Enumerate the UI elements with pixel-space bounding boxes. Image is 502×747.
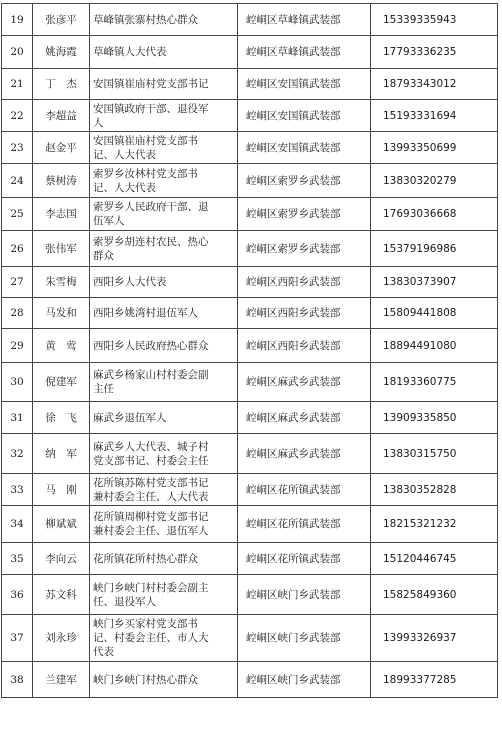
affiliated-unit: 崆峒区峡门乡武装部	[246, 673, 341, 686]
affiliated-unit: 崆峒区草峰镇武装部	[246, 13, 341, 26]
row-number-cell	[2, 198, 33, 231]
person-description-cell	[90, 132, 238, 164]
phone-number-cell	[371, 298, 498, 329]
row-number-cell	[2, 434, 33, 474]
phone-number: 18894491080	[383, 339, 457, 352]
person-description-cell	[90, 543, 238, 575]
person-description-cell	[90, 662, 238, 698]
person-description: 峡门乡峡门村村委会副主 任、退役军人	[93, 581, 209, 608]
row-number-cell	[2, 69, 33, 100]
row-number: 26	[10, 242, 24, 255]
phone-number: 13830320279	[383, 174, 457, 187]
table-row	[2, 298, 498, 329]
person-description: 花所镇苏陈村党支部书记 兼村委会主任、人大代表	[93, 476, 209, 503]
phone-number: 15825849360	[383, 588, 457, 601]
phone-number: 18193360775	[383, 376, 457, 388]
phone-number-cell	[371, 100, 498, 132]
table-row	[2, 615, 498, 662]
person-description: 花所镇周柳村党支部书记 兼村委会主任、退伍军人	[93, 511, 209, 537]
phone-number: 13830352828	[383, 483, 457, 496]
phone-number-cell	[371, 402, 498, 434]
row-number: 35	[10, 552, 24, 565]
person-name: 蔡树涛	[45, 174, 77, 187]
affiliated-unit-cell	[238, 434, 371, 474]
affiliated-unit: 崆峒区麻武乡武装部	[246, 411, 341, 424]
affiliated-unit-cell	[238, 198, 371, 231]
person-description: 安国镇崔庙村党支部书记	[93, 78, 209, 90]
person-description-cell	[90, 575, 238, 615]
person-name: 倪建军	[45, 376, 77, 388]
phone-number: 13830315750	[383, 447, 457, 460]
affiliated-unit-cell	[238, 132, 371, 164]
table-row	[2, 231, 498, 267]
person-name-cell	[33, 575, 90, 615]
person-name-cell	[33, 506, 90, 543]
row-number-cell	[2, 100, 33, 132]
person-name: 朱雪梅	[45, 276, 77, 288]
phone-number-cell	[371, 164, 498, 198]
affiliated-unit: 崆峒区峡门乡武装部	[246, 632, 341, 644]
affiliated-unit: 崆峒区草峰镇武装部	[246, 46, 341, 58]
row-number-cell	[2, 402, 33, 434]
person-description: 西阳乡姚湾村退伍军人	[93, 307, 198, 319]
phone-number: 15809441808	[383, 307, 457, 319]
affiliated-unit: 崆峒区花所镇武装部	[246, 518, 341, 530]
person-description-cell	[90, 615, 238, 662]
person-name-cell	[33, 363, 90, 402]
affiliated-unit: 崆峒区索罗乡武装部	[246, 174, 341, 187]
person-name: 马 刚	[45, 483, 77, 496]
phone-number-cell	[371, 231, 498, 267]
row-number: 21	[10, 78, 24, 90]
person-name-cell	[33, 402, 90, 434]
row-number: 37	[10, 632, 24, 644]
person-description-cell	[90, 329, 238, 363]
affiliated-unit-cell	[238, 363, 371, 402]
affiliated-unit: 崆峒区安国镇武装部	[246, 78, 341, 90]
phone-number: 18993377285	[383, 673, 457, 686]
person-description: 草峰镇人大代表	[93, 46, 167, 58]
person-name: 纳 军	[45, 447, 77, 460]
affiliated-unit: 崆峒区麻武乡武装部	[246, 447, 341, 460]
row-number-cell	[2, 298, 33, 329]
person-description-cell	[90, 69, 238, 100]
table-row	[2, 100, 498, 132]
affiliated-unit-cell	[238, 615, 371, 662]
row-number: 30	[10, 376, 24, 388]
row-number: 34	[10, 518, 24, 530]
person-name-cell	[33, 474, 90, 506]
person-description-cell	[90, 434, 238, 474]
person-description: 西阳乡人民政府热心群众	[93, 339, 209, 352]
person-name: 徐 飞	[45, 411, 77, 424]
person-name-cell	[33, 662, 90, 698]
person-description-cell	[90, 474, 238, 506]
person-name: 马发和	[45, 307, 77, 319]
row-number: 27	[10, 276, 24, 288]
person-description-cell	[90, 198, 238, 231]
person-description-cell	[90, 267, 238, 298]
table-row	[2, 543, 498, 575]
affiliated-unit-cell	[238, 329, 371, 363]
person-description: 麻武乡人大代表、城子村 党支部书记、村委会主任	[93, 440, 209, 467]
person-description: 峡门乡峡门村热心群众	[93, 673, 198, 686]
table-row	[2, 36, 498, 69]
person-description: 索罗乡汝林村党支部书 记、人大代表	[93, 167, 198, 194]
row-number: 28	[10, 307, 24, 319]
person-description: 安国镇政府干部、退役军 人	[93, 102, 209, 129]
person-name: 丁 杰	[45, 78, 77, 90]
person-name-cell	[33, 298, 90, 329]
person-description-cell	[90, 164, 238, 198]
phone-number: 13909335850	[383, 411, 457, 424]
table-row	[2, 434, 498, 474]
phone-number-cell	[371, 662, 498, 698]
table-row	[2, 198, 498, 231]
row-number-cell	[2, 543, 33, 575]
phone-number-cell	[371, 363, 498, 402]
table-row	[2, 69, 498, 100]
person-description-cell	[90, 363, 238, 402]
person-name-cell	[33, 434, 90, 474]
row-number-cell	[2, 363, 33, 402]
person-description-cell	[90, 231, 238, 267]
person-name-cell	[33, 198, 90, 231]
person-description: 麻武乡退伍军人	[93, 411, 167, 424]
affiliated-unit-cell	[238, 69, 371, 100]
person-name: 黄 莺	[45, 339, 77, 352]
affiliated-unit: 崆峒区峡门乡武装部	[246, 588, 341, 601]
phone-number: 13993350699	[383, 141, 457, 154]
row-number: 32	[10, 447, 24, 460]
person-name: 李向云	[45, 552, 77, 565]
person-name-cell	[33, 231, 90, 267]
table-row	[2, 575, 498, 615]
person-name-cell	[33, 267, 90, 298]
phone-number: 15379196986	[383, 242, 457, 255]
row-number: 36	[10, 588, 24, 601]
phone-number-cell	[371, 69, 498, 100]
affiliated-unit: 崆峒区安国镇武装部	[246, 109, 341, 122]
person-name: 兰建军	[45, 673, 77, 686]
person-description: 西阳乡人大代表	[93, 276, 167, 288]
row-number-cell	[2, 474, 33, 506]
phone-number-cell	[371, 434, 498, 474]
affiliated-unit: 崆峒区花所镇武装部	[246, 483, 341, 496]
phone-number: 17693036668	[383, 208, 457, 220]
phone-number-cell	[371, 506, 498, 543]
row-number-cell	[2, 132, 33, 164]
affiliated-unit-cell	[238, 543, 371, 575]
person-name: 柳斌斌	[45, 518, 77, 530]
phone-number-cell	[371, 4, 498, 36]
affiliated-unit-cell	[238, 402, 371, 434]
affiliated-unit-cell	[238, 506, 371, 543]
person-name-cell	[33, 615, 90, 662]
row-number: 23	[10, 141, 24, 154]
person-name-cell	[33, 100, 90, 132]
person-name: 刘永珍	[45, 632, 77, 644]
table-row	[2, 267, 498, 298]
row-number: 25	[10, 208, 24, 220]
affiliated-unit-cell	[238, 4, 371, 36]
row-number-cell	[2, 4, 33, 36]
person-name-cell	[33, 543, 90, 575]
person-description-cell	[90, 4, 238, 36]
person-name-cell	[33, 36, 90, 69]
person-name-cell	[33, 164, 90, 198]
phone-number-cell	[371, 132, 498, 164]
person-name: 姚海霞	[45, 46, 77, 58]
phone-number: 18793343012	[383, 78, 457, 90]
affiliated-unit: 崆峒区麻武乡武装部	[246, 376, 341, 388]
row-number-cell	[2, 662, 33, 698]
table-row	[2, 474, 498, 506]
person-description: 峡门乡买家村党支部书 记、村委会主任、市人大 代表	[93, 618, 209, 658]
phone-number: 15120446745	[383, 552, 457, 565]
phone-number: 13993326937	[383, 632, 457, 644]
phone-number-cell	[371, 36, 498, 69]
affiliated-unit: 崆峒区西阳乡武装部	[246, 276, 341, 288]
row-number-cell	[2, 231, 33, 267]
affiliated-unit-cell	[238, 164, 371, 198]
person-description-cell	[90, 100, 238, 132]
affiliated-unit-cell	[238, 267, 371, 298]
person-description: 索罗乡胡连村农民、热心 群众	[93, 235, 209, 262]
person-description: 草峰镇张寨村热心群众	[93, 13, 198, 26]
table-row	[2, 4, 498, 36]
row-number: 29	[10, 339, 24, 352]
phone-number-cell	[371, 615, 498, 662]
phone-number-cell	[371, 474, 498, 506]
affiliated-unit-cell	[238, 474, 371, 506]
row-number-cell	[2, 36, 33, 69]
affiliated-unit: 崆峒区安国镇武装部	[246, 141, 341, 154]
affiliated-unit: 崆峒区索罗乡武装部	[246, 208, 341, 220]
phone-number-cell	[371, 575, 498, 615]
person-description: 索罗乡人民政府干部、退 伍军人	[93, 201, 209, 227]
person-description-cell	[90, 36, 238, 69]
affiliated-unit-cell	[238, 662, 371, 698]
person-name: 张伟军	[45, 242, 77, 255]
affiliated-unit: 崆峒区索罗乡武装部	[246, 242, 341, 255]
affiliated-unit-cell	[238, 100, 371, 132]
person-description-cell	[90, 506, 238, 543]
table-row	[2, 506, 498, 543]
person-name-cell	[33, 329, 90, 363]
row-number: 38	[10, 673, 24, 686]
table-row	[2, 164, 498, 198]
person-name: 苏文科	[45, 588, 77, 601]
row-number: 19	[10, 13, 24, 26]
row-number: 24	[10, 174, 24, 187]
table-row	[2, 329, 498, 363]
row-number: 33	[10, 483, 24, 496]
affiliated-unit: 崆峒区西阳乡武装部	[246, 339, 341, 352]
person-description: 花所镇花所村热心群众	[93, 552, 198, 565]
phone-number-cell	[371, 329, 498, 363]
person-description: 安国镇崔庙村党支部书 记、人大代表	[93, 134, 198, 161]
table-row	[2, 402, 498, 434]
row-number: 20	[10, 46, 24, 58]
person-name: 李超益	[45, 109, 77, 122]
phone-number: 17793336235	[383, 46, 457, 58]
person-name-cell	[33, 69, 90, 100]
affiliated-unit: 崆峒区西阳乡武装部	[246, 307, 341, 319]
phone-number: 15193331694	[383, 109, 457, 122]
person-name: 李志国	[45, 208, 77, 220]
phone-number: 18215321232	[383, 518, 457, 530]
phone-number-cell	[371, 543, 498, 575]
phone-number: 15339335943	[383, 13, 457, 26]
row-number-cell	[2, 329, 33, 363]
contact-table-body	[2, 4, 498, 698]
person-name: 赵金平	[45, 141, 77, 154]
table-row	[2, 132, 498, 164]
phone-number-cell	[371, 267, 498, 298]
row-number-cell	[2, 164, 33, 198]
phone-number: 13830373907	[383, 276, 457, 288]
affiliated-unit-cell	[238, 575, 371, 615]
affiliated-unit-cell	[238, 298, 371, 329]
affiliated-unit-cell	[238, 36, 371, 69]
row-number-cell	[2, 267, 33, 298]
row-number: 22	[10, 109, 24, 122]
row-number-cell	[2, 506, 33, 543]
affiliated-unit: 崆峒区花所镇武装部	[246, 552, 341, 565]
table-row	[2, 662, 498, 698]
row-number-cell	[2, 575, 33, 615]
phone-number-cell	[371, 198, 498, 231]
row-number: 31	[10, 411, 24, 424]
person-name: 张彦平	[45, 13, 77, 26]
person-description-cell	[90, 298, 238, 329]
person-description: 麻武乡杨家山村村委会副 主任	[93, 369, 209, 395]
person-name-cell	[33, 4, 90, 36]
table-row	[2, 363, 498, 402]
row-number-cell	[2, 615, 33, 662]
person-name-cell	[33, 132, 90, 164]
person-description-cell	[90, 402, 238, 434]
contact-table	[1, 3, 498, 698]
affiliated-unit-cell	[238, 231, 371, 267]
